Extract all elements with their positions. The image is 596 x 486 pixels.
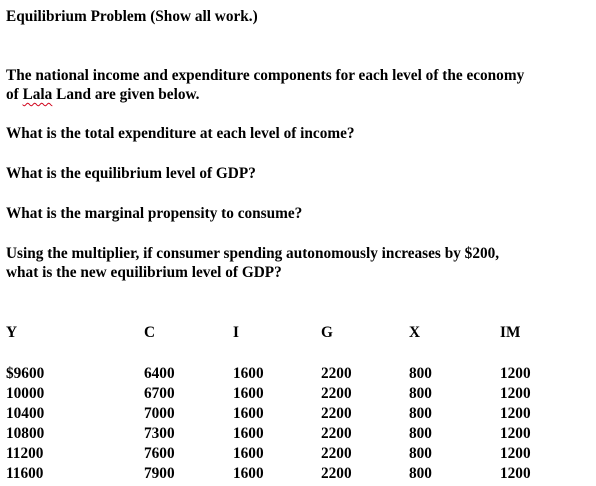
table-header-row xyxy=(0,322,596,344)
cell-g: 2200 xyxy=(321,425,352,442)
cell-i: 1600 xyxy=(233,405,264,422)
cell-i: 1600 xyxy=(233,365,264,382)
cell-y: 10400 xyxy=(6,405,45,422)
cell-x: 800 xyxy=(409,425,432,442)
header-c: C xyxy=(144,324,156,341)
cell-c: 7900 xyxy=(144,465,175,482)
cell-x: 800 xyxy=(409,385,432,402)
cell-g: 2200 xyxy=(321,445,352,462)
spellcheck-word: Lala xyxy=(22,86,53,103)
cell-g: 2200 xyxy=(321,365,352,382)
cell-x: 800 xyxy=(409,405,432,422)
cell-im: 1200 xyxy=(500,365,531,382)
cell-im: 1200 xyxy=(500,385,531,402)
cell-g: 2200 xyxy=(321,385,352,402)
table-row xyxy=(0,464,596,484)
table-row xyxy=(0,404,596,424)
cell-c: 6400 xyxy=(144,365,175,382)
cell-c: 7300 xyxy=(144,425,175,442)
cell-y: 11200 xyxy=(6,445,44,462)
cell-y: 10000 xyxy=(6,385,45,402)
question-mpc: What is the marginal propensity to consume? xyxy=(6,205,303,222)
table-row xyxy=(0,384,596,404)
table-spacer-row xyxy=(0,344,596,364)
intro-line-1: The national income and expenditure components for each level of the economy xyxy=(6,67,525,84)
cell-g: 2200 xyxy=(321,465,352,482)
cell-im: 1200 xyxy=(500,445,531,462)
cell-im: 1200 xyxy=(500,405,531,422)
cell-im: 1200 xyxy=(500,465,531,482)
cell-i: 1600 xyxy=(233,425,264,442)
table-row xyxy=(0,444,596,464)
cell-c: 7600 xyxy=(144,445,175,462)
cell-g: 2200 xyxy=(321,405,352,422)
cell-x: 800 xyxy=(409,365,432,382)
cell-y: 10800 xyxy=(6,425,45,442)
header-x: X xyxy=(409,324,421,341)
economy-data-table xyxy=(0,322,596,484)
multiplier-question-line-2: what is the new equilibrium level of GDP? xyxy=(6,264,282,281)
cell-y: 11600 xyxy=(6,465,44,482)
cell-i: 1600 xyxy=(233,465,264,482)
header-y: Y xyxy=(6,324,18,341)
question-equilibrium-gdp: What is the equilibrium level of GDP? xyxy=(6,165,256,182)
table-row xyxy=(0,424,596,444)
header-i: I xyxy=(233,324,239,341)
cell-i: 1600 xyxy=(233,445,264,462)
cell-c: 7000 xyxy=(144,405,175,422)
cell-y: $9600 xyxy=(6,365,45,382)
header-im: IM xyxy=(500,324,521,341)
cell-i: 1600 xyxy=(233,385,264,402)
intro-line-2-post: Land are given below. xyxy=(52,86,200,103)
multiplier-question-line-1: Using the multiplier, if consumer spending autonomously increases by $200, xyxy=(6,245,500,262)
intro-line-2-pre: of xyxy=(6,86,23,103)
cell-x: 800 xyxy=(409,445,432,462)
question-total-expenditure: What is the total expenditure at each level of income? xyxy=(6,125,355,142)
cell-c: 6700 xyxy=(144,385,175,402)
intro-line-2 xyxy=(6,86,200,104)
cell-im: 1200 xyxy=(500,425,531,442)
page-title: Equilibrium Problem (Show all work.) xyxy=(6,8,258,25)
cell-x: 800 xyxy=(409,465,432,482)
table-row xyxy=(0,364,596,384)
header-g: G xyxy=(321,324,333,341)
